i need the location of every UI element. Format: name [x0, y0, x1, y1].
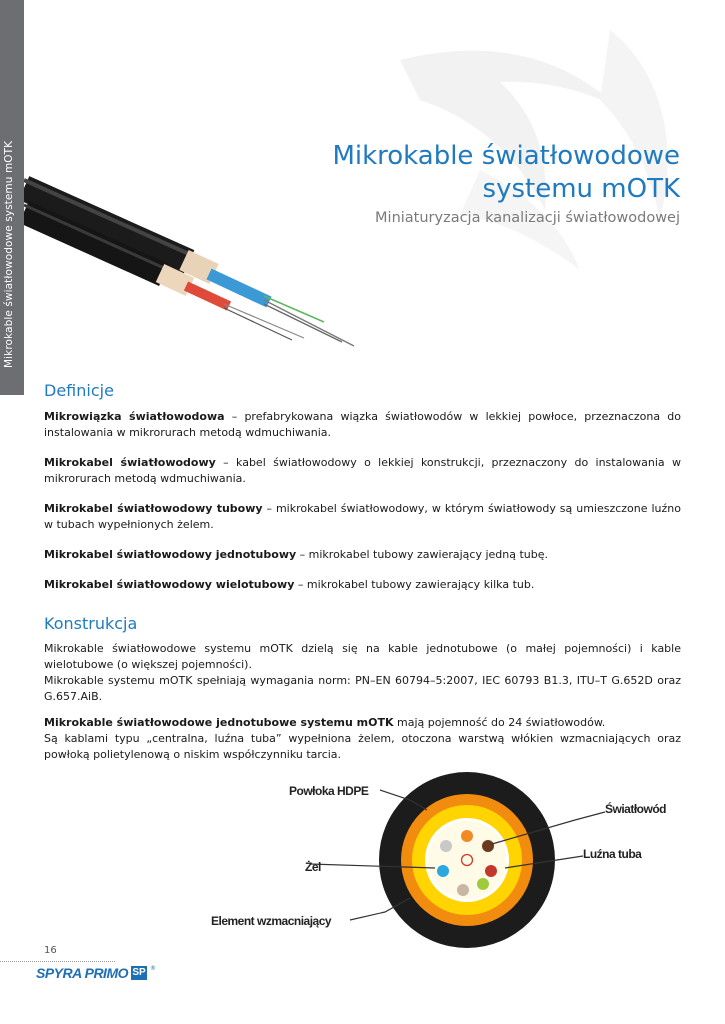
definition-term: Mikrokabel światłowodowy tubowy: [44, 502, 263, 515]
section-heading-definitions: Definicje: [44, 381, 114, 400]
definition-text: – mikrokabel światłowodowy, w którym światłowody są umieszczone luźno w tubach wypełnionych żelem.: [44, 502, 681, 531]
label-loose-tube: Luźna tuba: [583, 847, 642, 861]
page-number: 16: [44, 945, 57, 956]
construction-paragraph: [44, 715, 681, 731]
construction-paragraph: Mikrokable światłowodowe systemu mOTK dzielą się na kable jednotubowe (o małej pojemności) i kable wielotubowe (o większej pojemności).: [44, 642, 681, 671]
definition-item: [44, 501, 681, 533]
title-line-1: Mikrokable światłowodowe: [332, 141, 680, 171]
construction-text-rest: mają pojemność do 24 światłowodów.: [393, 716, 606, 729]
definition-item: [44, 455, 681, 487]
page-subtitle: Miniaturyzacja kanalizacji światłowodowej: [375, 210, 680, 226]
title-line-2: systemu mOTK: [482, 174, 680, 204]
section-heading-construction: Konstrukcja: [44, 614, 138, 633]
construction-paragraph: Są kablami typu „centralna, luźna tuba” wypełniona żelem, otoczona warstwą włókien wzmacniających oraz powłoką polietylenową o niskim współczynniku tarcia.: [44, 732, 681, 761]
definition-text: – mikrokabel tubowy zawierający jedną tubę.: [296, 548, 549, 561]
definition-term: Mikrokabel światłowodowy wielotubowy: [44, 578, 295, 591]
definition-item: [44, 577, 681, 593]
registered-icon: ®: [150, 965, 156, 972]
definition-term: Mikrokabel światłowodowy jednotubowy: [44, 548, 297, 561]
cable-cross-section-diagram: [205, 772, 685, 952]
label-hdpe-sheath: Powłoka HDPE: [289, 784, 369, 798]
logo-mark-icon: SP: [132, 967, 146, 978]
definition-text: – mikrokabel tubowy zawierający kilka tub.: [294, 578, 535, 591]
definition-term: Mikrowiązka światłowodowa: [44, 410, 225, 423]
side-tab-label: Mikrokable światłowodowe systemu mOTK: [3, 140, 15, 368]
page-title: [332, 140, 680, 206]
label-strength-member: Element wzmacniający: [211, 914, 332, 928]
definition-term: Mikrokabel światłowodowy: [44, 456, 216, 469]
definition-text: – kabel światłowodowy o lekkiej konstrukcji, przeznaczony do instalowania w mikrorurach metodą wdmuchiwania.: [44, 456, 681, 485]
construction-bold-term: Mikrokable światłowodowe jednotubowe systemu mOTK: [44, 716, 394, 729]
spyra-primo-logo: [36, 965, 156, 981]
definition-item: [44, 409, 681, 441]
construction-text: [44, 641, 681, 763]
label-gel: Żel: [305, 860, 321, 874]
microcable-illustration: [24, 170, 364, 370]
label-fiber: Światłowód: [605, 802, 666, 816]
construction-paragraph: Mikrokable systemu mOTK spełniają wymagania norm: PN–EN 60794–5:2007, IEC 60793 B1.3, ITU–T G.652D oraz G.657.AiB.: [44, 674, 681, 703]
logo-text: SPYRA PRIMO: [36, 965, 128, 981]
definition-item: [44, 547, 681, 563]
definitions-list: [44, 409, 681, 607]
definition-text: – prefabrykowana wiązka światłowodów w lekkiej powłoce, przeznaczona do instalowania w mikrorurach metodą wdmuchiwania.: [44, 410, 681, 439]
footer-divider: [0, 961, 115, 962]
